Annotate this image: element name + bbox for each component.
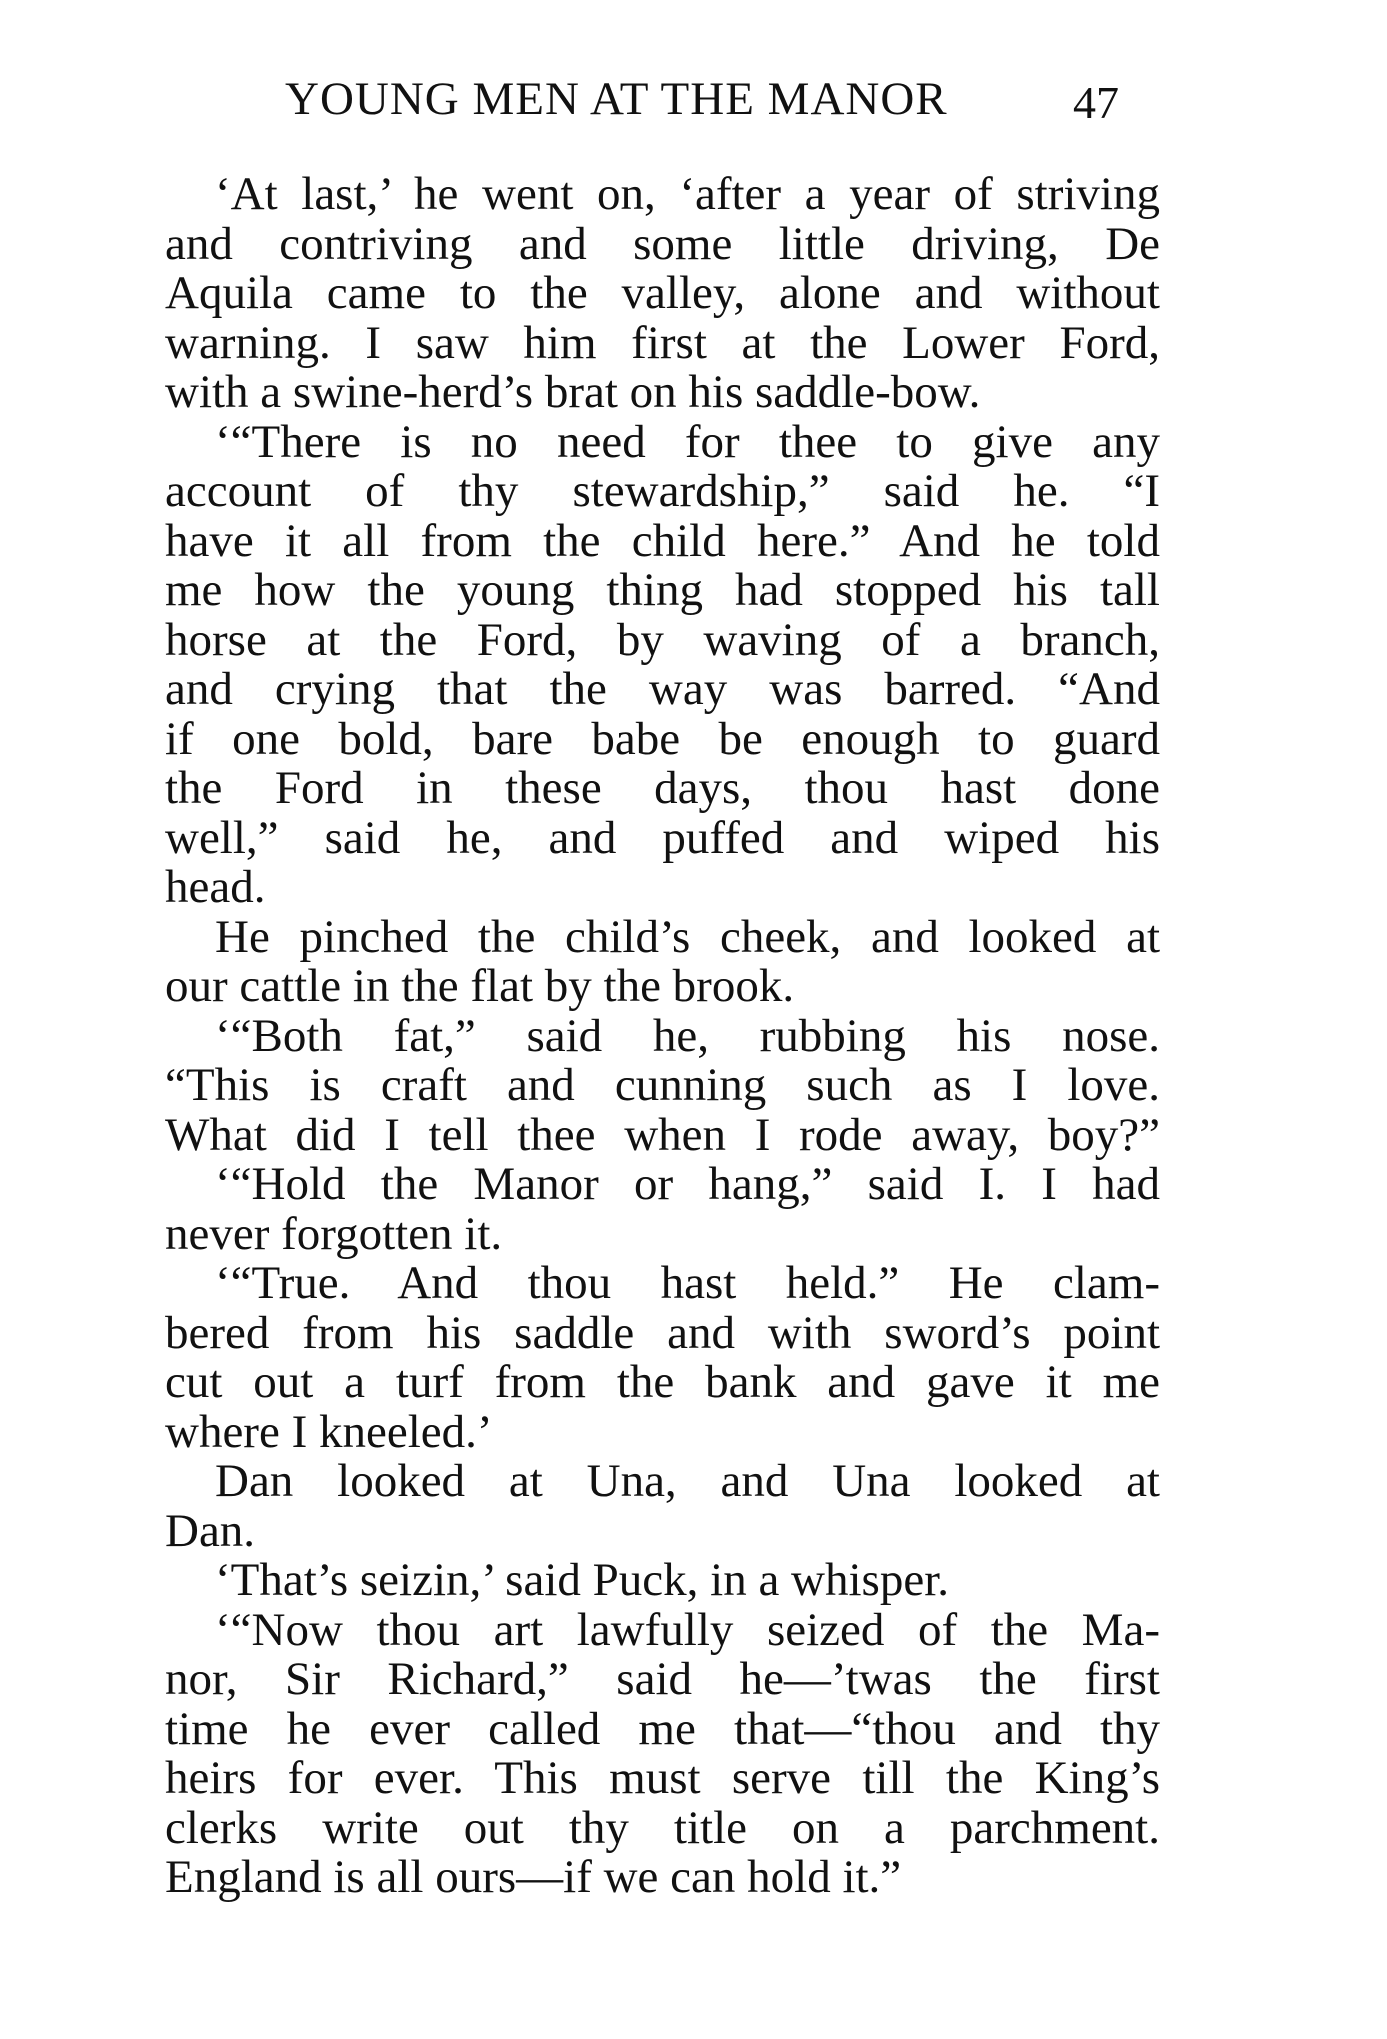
text-line: Dan. [165,1504,256,1557]
text-line: Dan looked at Una, and Una looked at [215,1455,1160,1507]
text-line: with a swine-herd’s brat on his saddle-bow. [165,366,981,418]
text-line: Aquila came to the valley, alone and without [165,267,1160,319]
text-line: ‘“There is no need for thee to give any [215,415,1160,468]
text-line: the Ford in these days, thou hast done [165,762,1160,814]
text-line: ‘That’s seizin,’ said Puck, in a whisper. [215,1554,950,1606]
text-line: head. [165,861,266,913]
text-line: time he ever called me that—“thou and thy [165,1702,1160,1755]
text-line: nor, Sir Richard,” said he—’twas the first [165,1653,1160,1705]
text-line: ‘“Hold the Manor or hang,” said I. I had [215,1158,1160,1210]
text-line: What did I tell thee when I rode away, boy?” [165,1108,1160,1161]
text-line: where I kneeled.’ [165,1405,493,1458]
text-line: me how the young thing had stopped his tall [165,564,1160,616]
text-line: horse at the Ford, by waving of a branch, [165,613,1160,666]
text-line: bered from his saddle and with sword’s point [165,1306,1160,1359]
text-line: heirs for ever. This must serve till the King’s [165,1752,1160,1804]
text-line: never forgotten it. [165,1207,503,1260]
text-line: “This is craft and cunning such as I love. [165,1059,1160,1111]
text-line: and crying that the way was barred. “And [165,663,1160,715]
text-line: well,” said he, and puffed and wiped his [165,811,1160,864]
body-text [165,170,1160,1903]
text-line: ‘“Now thou art lawfully seized of the Ma- [215,1603,1160,1656]
text-line: clerks write out thy title on a parchment. [165,1801,1160,1854]
text-line: He pinched the child’s cheek, and looked at [215,910,1160,963]
text-line: warning. I saw him first at the Lower Ford, [165,316,1160,369]
text-line: cut out a turf from the bank and gave it me [165,1356,1160,1408]
text-line: ‘“Both fat,” said he, rubbing his nose. [215,1009,1160,1062]
running-title: YOUNG MEN AT THE MANOR [285,73,948,125]
text-line: account of thy stewardship,” said he. “I [165,465,1160,517]
text-line: and contriving and some little driving, De [165,217,1160,270]
running-head [165,64,1165,134]
text-line: ‘“True. And thou hast held.” He clam- [215,1257,1160,1309]
text-line: our cattle in the flat by the brook. [165,960,795,1012]
page-number: 47 [1073,77,1119,128]
text-line: ‘At last,’ he went on, ‘after a year of striving [215,168,1160,220]
text-line: England is all ours—if we can hold it.” [165,1851,902,1903]
text-line: have it all from the child here.” And he told [165,514,1160,567]
text-line: if one bold, bare babe be enough to guard [165,712,1160,765]
